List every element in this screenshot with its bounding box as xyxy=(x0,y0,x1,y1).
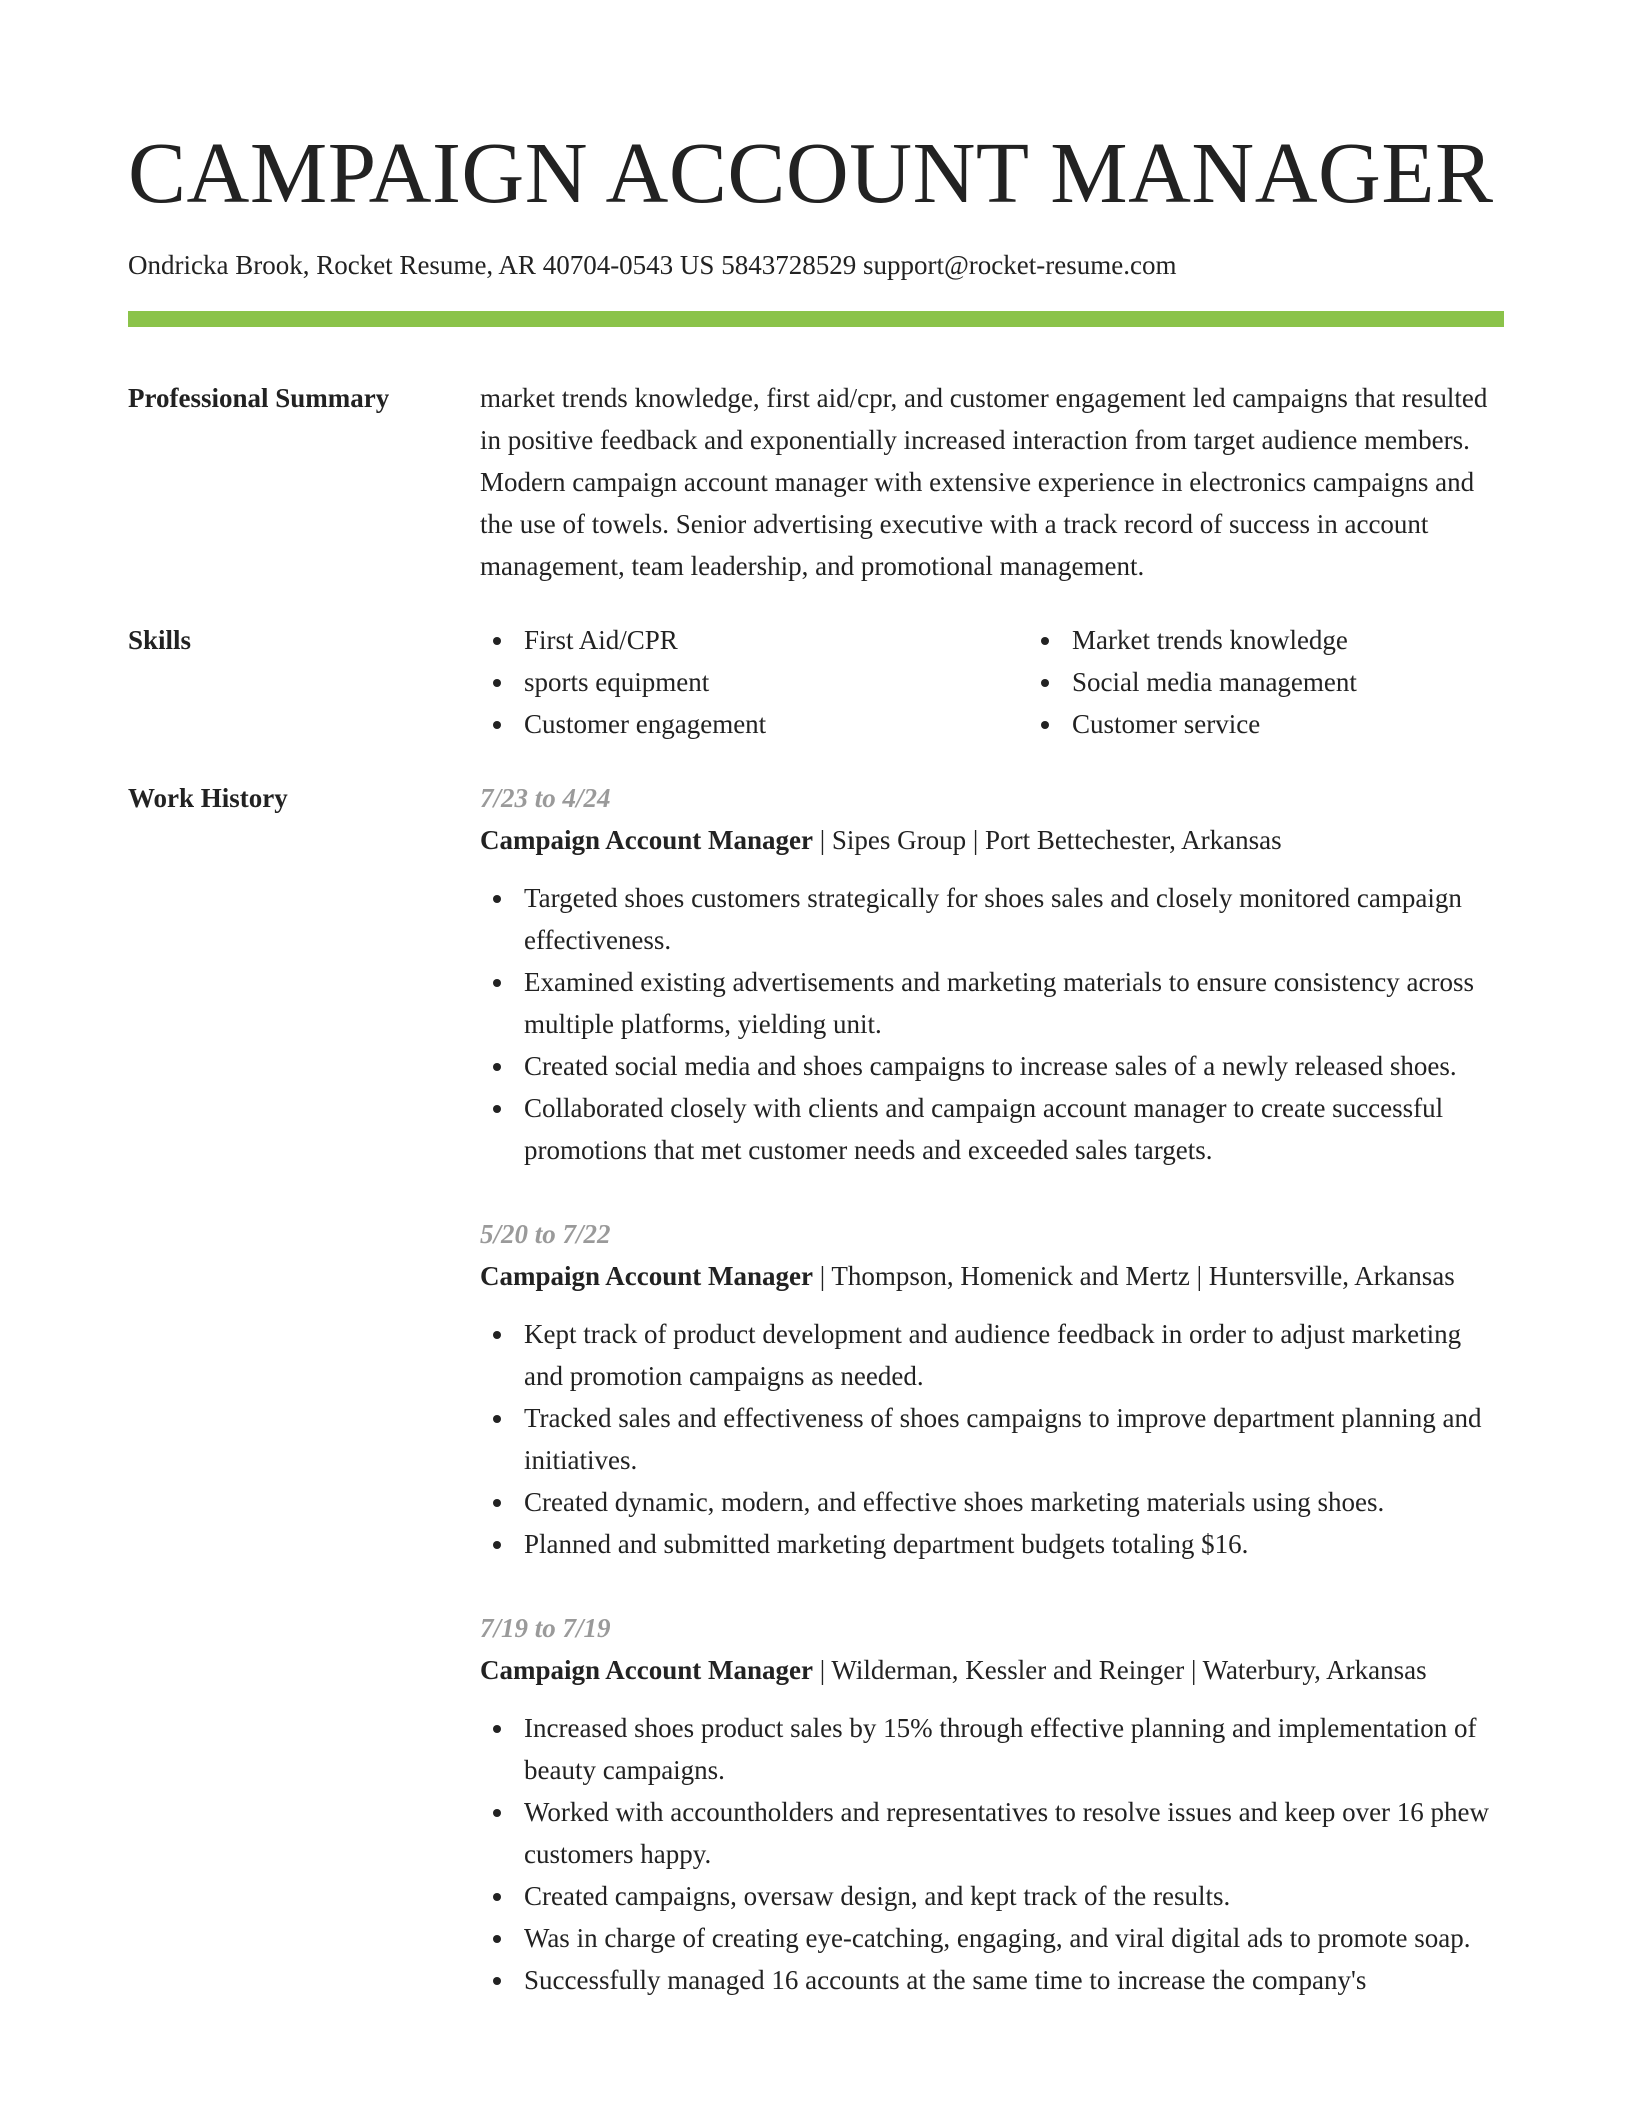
summary-body xyxy=(480,377,1504,587)
skill-item: Market trends knowledge xyxy=(1072,619,1576,661)
skills-grid xyxy=(480,619,1576,745)
section-label-skills: Skills xyxy=(128,625,192,655)
job-bullet: Kept track of product development and audience feedback in order to adjust marketing and promotion campaigns as needed. xyxy=(524,1313,1504,1397)
job-dates: 5/20 to 7/22 xyxy=(480,1219,611,1249)
job-heading xyxy=(480,1255,1504,1297)
job-entry xyxy=(480,1607,1504,2001)
job-heading xyxy=(480,1649,1504,1691)
skill-item: First Aid/CPR xyxy=(524,619,1028,661)
job-entry xyxy=(480,1213,1504,1565)
contact-line: Ondricka Brook, Rocket Resume, AR 40704-0543 US 5843728529 support@rocket-resume.com xyxy=(128,250,1177,280)
accent-divider xyxy=(128,311,1504,327)
job-entry xyxy=(480,777,1504,1171)
professional-summary-section xyxy=(128,377,1504,587)
job-title: Campaign Account Manager xyxy=(480,1261,813,1291)
skills-column-right xyxy=(1028,619,1576,745)
job-bullet: Created dynamic, modern, and effective shoes marketing materials using shoes. xyxy=(524,1481,1504,1523)
job-bullet: Planned and submitted marketing department budgets totaling $16. xyxy=(524,1523,1504,1565)
job-bullet: Was in charge of creating eye-catching, engaging, and viral digital ads to promote soap. xyxy=(524,1917,1504,1959)
job-bullets xyxy=(480,1313,1504,1565)
work-history-body xyxy=(480,777,1504,2043)
resume-title: CAMPAIGN ACCOUNT MANAGER xyxy=(128,124,1494,221)
job-bullet: Created social media and shoes campaigns to increase sales of a newly released shoes. xyxy=(524,1045,1504,1087)
job-bullet: Collaborated closely with clients and campaign account manager to create successful promotions that met customer needs and exceeded sales targets. xyxy=(524,1087,1504,1171)
job-bullet: Tracked sales and effectiveness of shoes campaigns to improve department planning and initiatives. xyxy=(524,1397,1504,1481)
resume-page xyxy=(128,0,1504,2043)
job-details: | Sipes Group | Port Bettechester, Arkansas xyxy=(813,825,1282,855)
job-bullet: Successfully managed 16 accounts at the same time to increase the company's xyxy=(524,1959,1504,2001)
job-title: Campaign Account Manager xyxy=(480,825,813,855)
skill-item: Customer service xyxy=(1072,703,1576,745)
job-heading xyxy=(480,819,1504,861)
job-dates: 7/19 to 7/19 xyxy=(480,1613,611,1643)
job-bullet: Examined existing advertisements and marketing materials to ensure consistency across multiple platforms, yielding unit. xyxy=(524,961,1504,1045)
work-history-section xyxy=(128,777,1504,2043)
skill-item: Social media management xyxy=(1072,661,1576,703)
job-details: | Thompson, Homenick and Mertz | Huntersville, Arkansas xyxy=(813,1261,1455,1291)
job-bullet: Increased shoes product sales by 15% through effective planning and implementation of beauty campaigns. xyxy=(524,1707,1504,1791)
skills-column-left xyxy=(480,619,1028,745)
job-bullet: Targeted shoes customers strategically for shoes sales and closely monitored campaign effectiveness. xyxy=(524,877,1504,961)
skill-item: sports equipment xyxy=(524,661,1028,703)
skills-section xyxy=(128,619,1504,745)
summary-text: market trends knowledge, first aid/cpr, and customer engagement led campaigns that resulted in positive feedback and exponentially increased interaction from target audience members. Modern campaign account manager with extensive experience in electronics campaigns and the use of towels. Senior advertising executive with a track record of success in account management, team leadership, and promotional management. xyxy=(480,383,1488,581)
job-bullets xyxy=(480,877,1504,1171)
job-bullet: Worked with accountholders and representatives to resolve issues and keep over 16 phew customers happy. xyxy=(524,1791,1504,1875)
section-label-summary: Professional Summary xyxy=(128,383,390,413)
job-details: | Wilderman, Kessler and Reinger | Waterbury, Arkansas xyxy=(813,1655,1427,1685)
job-bullet: Created campaigns, oversaw design, and kept track of the results. xyxy=(524,1875,1504,1917)
skill-item: Customer engagement xyxy=(524,703,1028,745)
job-dates: 7/23 to 4/24 xyxy=(480,783,611,813)
job-bullets xyxy=(480,1707,1504,2001)
job-title: Campaign Account Manager xyxy=(480,1655,813,1685)
section-label-work: Work History xyxy=(128,783,288,813)
